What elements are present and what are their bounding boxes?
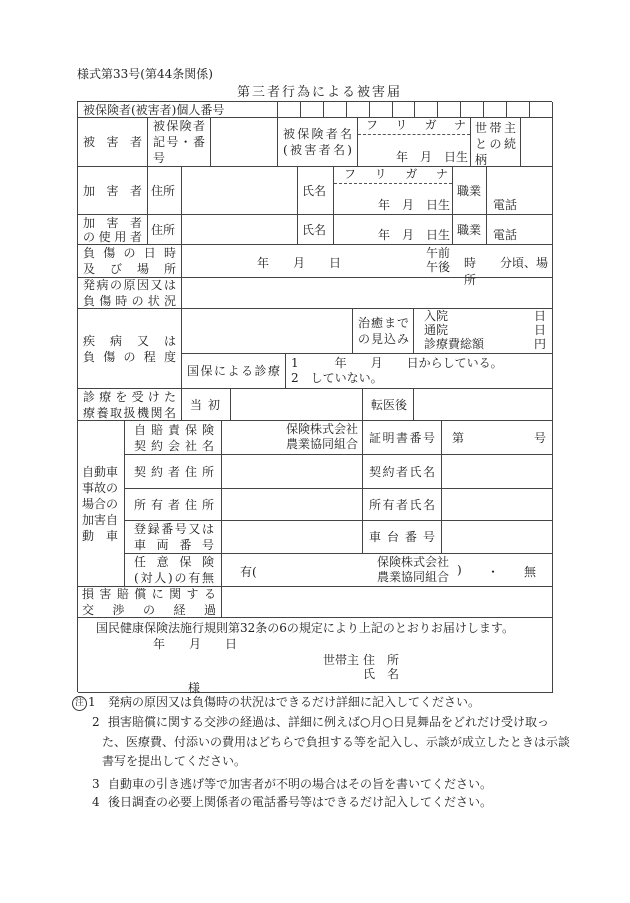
householder-address-label: 住 所 — [363, 653, 400, 667]
vehicle-label-cell — [78, 421, 125, 587]
employer-phone-field[interactable] — [487, 215, 553, 245]
owner-name-field[interactable] — [442, 489, 553, 521]
negotiation-field[interactable] — [222, 587, 553, 618]
furigana-label — [344, 167, 448, 182]
employer-address-label: 住所 — [151, 222, 176, 237]
personal-number-digit[interactable] — [415, 102, 438, 118]
negotiation-label-cell — [78, 587, 222, 618]
pm-label: 午後 — [426, 260, 451, 274]
birth-date-label: 年 月 日生 — [377, 228, 450, 242]
contractor-name-field[interactable] — [442, 455, 553, 489]
owner-name-label-cell — [363, 489, 442, 521]
voluntary-yes[interactable]: 有( — [240, 565, 257, 579]
certificate-label: 証明書番号 — [369, 430, 435, 445]
compulsory-label: 自賠責保険 — [134, 422, 214, 437]
vehicle-label: 場合の — [82, 496, 119, 511]
certificate-label-cell — [363, 421, 442, 455]
note-text: た、医療費、付添いの費用はどちらで負担する等を記入し、示談が成立したときは示談 — [102, 735, 570, 749]
outlook-label-cell — [353, 309, 414, 354]
offender-name-field[interactable] — [334, 167, 453, 215]
employer-address-label-cell — [148, 215, 182, 245]
relation-label: との続 — [475, 137, 516, 151]
outlook-item — [424, 309, 546, 323]
hospital-label-cell — [78, 389, 182, 421]
note-number: 4 — [92, 795, 100, 809]
compulsory-label-cell — [125, 421, 222, 455]
insured-number-label: 被保険者 — [153, 119, 205, 133]
voluntary-label: 任意保険 — [134, 555, 214, 569]
personal-number-label-cell — [78, 102, 278, 118]
page-title: 第三者行為による被害届 — [237, 85, 403, 100]
offender-job-field[interactable] — [453, 167, 487, 215]
note-text: 損害賠償に関する交渉の経過は、詳細に例えば○月○日見舞品をどれだけ受け取っ — [108, 715, 549, 729]
declaration-text: 国民健康保険法施行規則第32条の6の規定により上記のとおりお届けします。 — [96, 621, 514, 635]
furigana-divider — [358, 134, 470, 135]
personal-number-digit[interactable] — [507, 102, 530, 118]
insured-name-label: (被害者名) — [283, 143, 352, 157]
note-text: 後日調査の必要上関係者の電話番号等はできるだけ記入してください。 — [108, 795, 493, 809]
vehicle-label: 自動車 — [82, 464, 119, 479]
offender-label: 加害者 — [83, 183, 142, 198]
cause-field[interactable] — [182, 278, 553, 309]
declaration-date[interactable]: 年 月 日 — [153, 637, 238, 651]
owner-name-label: 所有者氏名 — [369, 497, 435, 512]
certificate-prefix: 第 — [452, 430, 465, 445]
negotiation-label: 交渉の経過 — [82, 603, 216, 617]
owner-address-field[interactable] — [222, 489, 363, 521]
offender-label-cell — [78, 167, 148, 215]
note-number: 1 — [88, 695, 96, 709]
relation-label: 柄 — [475, 153, 488, 167]
injury-datetime-label: 負傷の日時 — [83, 246, 176, 260]
company-suffix: 保険株式会社 — [377, 555, 450, 569]
note-number: 3 — [92, 777, 100, 791]
owner-address-label: 所有者住所 — [134, 497, 214, 512]
personal-number-digit[interactable] — [324, 102, 347, 118]
outlook-item-unit: 日 — [533, 323, 546, 337]
certificate-field[interactable] — [442, 421, 553, 455]
job-label: 職業 — [457, 222, 482, 237]
note-text: 自動車の引き逃げ等で加害者が不明の場合はその旨を書いてください。 — [108, 777, 493, 791]
chassis-field[interactable] — [442, 521, 553, 554]
voluntary-label: (対人)の有無 — [134, 571, 214, 585]
voluntary-separator: ・ — [487, 565, 500, 579]
outlook-item-label: 診療費総額 — [424, 337, 485, 351]
victim-label: 被害者 — [83, 135, 142, 149]
company-suffix: 農業協同組合 — [285, 437, 358, 451]
transfer-hospital-field[interactable] — [414, 389, 553, 421]
personal-number-digit[interactable] — [530, 102, 553, 118]
contractor-name-label: 契約者氏名 — [369, 464, 435, 479]
kokuho-label: 国保による診療 — [187, 364, 280, 378]
chassis-label: 車台番号 — [369, 530, 435, 544]
employer-name-label: 氏名 — [302, 222, 327, 237]
furigana-char: ナ — [453, 118, 466, 132]
initial-hospital-field[interactable] — [231, 389, 363, 421]
furigana-divider — [334, 183, 452, 184]
birth-date-label: 年 月 日生 — [377, 198, 450, 212]
offender-address-label-cell — [148, 167, 182, 215]
employer-label: の使用者 — [83, 229, 142, 244]
offender-name-label-cell — [298, 167, 334, 215]
compulsory-company-field[interactable] — [222, 421, 363, 455]
voluntary-label-cell — [125, 554, 222, 587]
company-suffix: 農業協同組合 — [377, 570, 450, 584]
householder-label: 世帯主 — [323, 653, 360, 667]
note-text: 発病の原因又は負傷時の状況はできるだけ詳細に記入してください。 — [108, 695, 481, 709]
job-label: 職業 — [457, 183, 482, 198]
declaration-cell — [78, 618, 553, 693]
hospital-label: 診療を受けた — [83, 389, 176, 404]
kokuho-options-field[interactable] — [286, 354, 553, 389]
cause-label: 負傷時の状況 — [83, 294, 176, 308]
initial-label: 当初 — [190, 397, 220, 412]
outlook-item — [424, 323, 546, 337]
vehicle-label: 加害自 — [82, 512, 119, 527]
injury-datetime-label: 及び場所 — [83, 262, 176, 276]
note-mark: 注 — [72, 696, 87, 711]
contractor-address-label: 契約者住所 — [134, 464, 214, 479]
insured-name-label-cell — [278, 118, 358, 167]
am-label: 午前 — [426, 246, 451, 260]
injury-time-place-label: 時 分頃、場所 — [464, 256, 549, 287]
registration-label-cell — [125, 521, 222, 554]
personal-number-label: 被保険者(被害者)個人番号 — [83, 103, 225, 117]
insured-number-label: 記号・番号 — [153, 135, 205, 165]
cause-label: 発病の原因又は — [83, 278, 176, 292]
outlook-label: の見込み — [358, 332, 409, 346]
furigana-char: フ — [366, 118, 379, 132]
furigana-char: リ — [374, 167, 387, 181]
offender-phone-field[interactable] — [487, 167, 553, 215]
injury-datetime-label-cell — [78, 245, 182, 278]
outlook-item-unit: 日 — [533, 309, 546, 323]
personal-number-digit[interactable] — [393, 102, 415, 118]
severity-label: 負傷の程度 — [83, 349, 176, 364]
insured-number-field[interactable] — [211, 118, 278, 167]
vehicle-label: 動 車 — [82, 528, 119, 543]
personal-number-digit[interactable] — [278, 102, 301, 118]
kokuho-option[interactable]: 1 年 月 日からしている。 — [291, 356, 503, 370]
voluntary-field[interactable] — [222, 554, 553, 587]
employer-label-cell — [78, 215, 148, 245]
company-suffix: 保険株式会社 — [285, 422, 358, 436]
furigana-char: フ — [344, 167, 357, 181]
registration-field[interactable] — [222, 521, 363, 554]
contractor-address-field[interactable] — [222, 455, 363, 489]
registration-label: 登録番号又は — [134, 522, 214, 536]
insured-number-label-cell — [148, 118, 211, 167]
severity-label: 疾病又は — [83, 333, 176, 348]
furigana-char: リ — [395, 118, 408, 132]
outlook-item-unit: 円 — [533, 337, 546, 351]
contractor-address-label-cell — [125, 455, 222, 489]
owner-address-label-cell — [125, 489, 222, 521]
chassis-label-cell — [363, 521, 442, 554]
cause-label-cell — [78, 278, 182, 309]
furigana-label — [366, 118, 466, 133]
initial-label-cell — [182, 389, 231, 421]
form-number: 様式第33号(第44条関係) — [77, 67, 213, 81]
compulsory-label: 契約会社名 — [134, 438, 214, 453]
voluntary-no[interactable]: 無 — [524, 565, 537, 579]
vehicle-label: 事故の — [82, 480, 119, 495]
birth-date-label: 年 月 日生 — [395, 150, 468, 164]
personal-number-digit[interactable] — [484, 102, 507, 118]
phone-label: 電話 — [493, 198, 518, 212]
form-table — [77, 101, 552, 695]
employer-name-field[interactable] — [334, 215, 453, 245]
offender-address-field[interactable] — [182, 167, 298, 215]
phone-label: 電話 — [493, 228, 518, 242]
voluntary-close-paren: ) — [457, 563, 462, 577]
victim-label-cell — [78, 118, 148, 167]
personal-number-digit[interactable] — [438, 102, 461, 118]
severity-field[interactable] — [182, 309, 353, 354]
relation-field[interactable] — [521, 118, 553, 167]
outlook-label: 治癒まで — [358, 316, 409, 330]
registration-label: 車両番号 — [134, 538, 214, 552]
outlook-item-label: 通院 — [424, 323, 449, 337]
severity-label-cell — [78, 309, 182, 389]
offender-address-label: 住所 — [151, 183, 176, 198]
note-number: 2 — [92, 715, 100, 729]
addressee-label: 様 — [188, 681, 201, 695]
relation-label-cell — [471, 118, 521, 167]
employer-label: 加害者 — [83, 215, 142, 230]
contractor-name-label-cell — [363, 455, 442, 489]
transfer-label: 転医後 — [371, 397, 408, 412]
furigana-char: ガ — [424, 118, 437, 132]
certificate-suffix: 号 — [533, 430, 546, 445]
negotiation-label: 損害賠償に関する — [82, 587, 216, 601]
hospital-label: 療養取扱機関名 — [83, 405, 176, 420]
outlook-item — [424, 337, 546, 351]
employer-job-field[interactable] — [453, 215, 487, 245]
insured-name-label: 被保険者名 — [283, 127, 352, 141]
note-text: 書写を提出してください。 — [102, 754, 247, 768]
personal-number-digit[interactable] — [301, 102, 324, 118]
householder-name-label: 氏 名 — [363, 667, 400, 681]
insured-name-field[interactable] — [358, 118, 471, 167]
transfer-label-cell — [363, 389, 414, 421]
personal-number-digit[interactable] — [370, 102, 393, 118]
employer-name-label-cell — [298, 215, 334, 245]
relation-label: 世帯主 — [475, 121, 516, 135]
kokuho-label-cell — [182, 354, 286, 389]
offender-name-label: 氏名 — [302, 183, 327, 198]
injury-datetime-field[interactable] — [182, 245, 553, 287]
furigana-char: ガ — [405, 167, 418, 181]
employer-address-field[interactable] — [182, 215, 298, 245]
personal-number-digit[interactable] — [347, 102, 370, 118]
kokuho-option[interactable]: 2 していない。 — [291, 371, 383, 385]
outlook-field[interactable] — [414, 309, 553, 354]
personal-number-digit[interactable] — [461, 102, 484, 118]
ampm-label — [426, 246, 450, 274]
furigana-char: ナ — [435, 167, 448, 181]
outlook-item-label: 入院 — [424, 309, 449, 323]
injury-date-label: 年 月 日 — [257, 256, 342, 270]
